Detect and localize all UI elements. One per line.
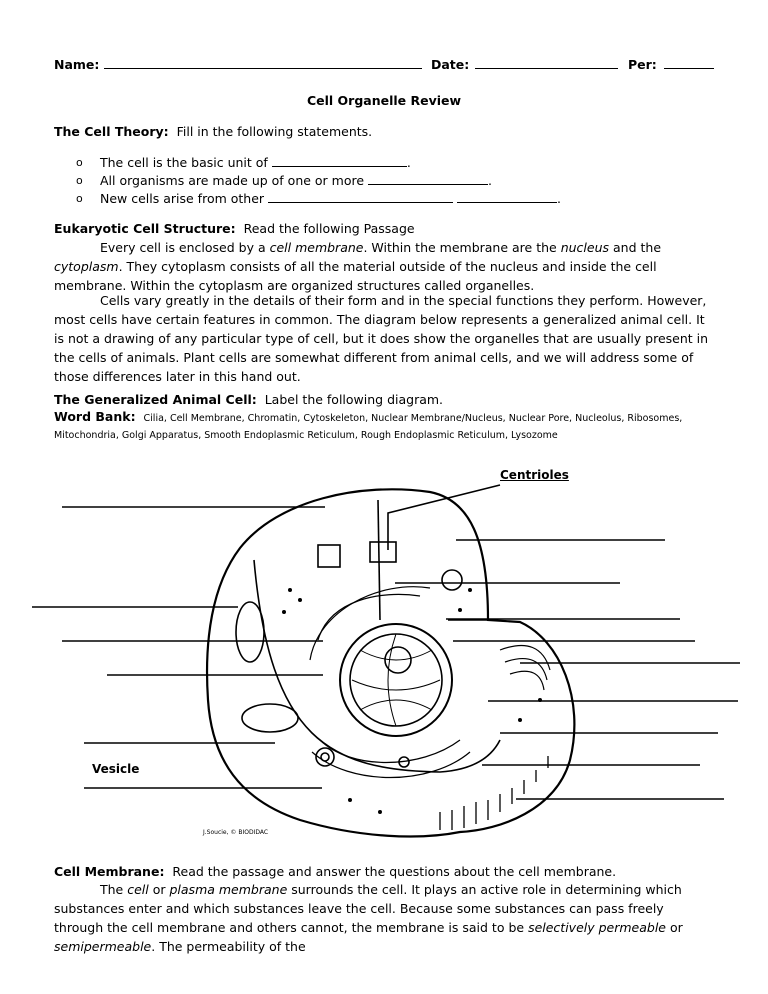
text-run: or	[666, 920, 683, 935]
text-run: Every cell is enclosed by a	[100, 240, 270, 255]
image-credit: J.Soucie, © BIODIDAC	[203, 829, 269, 836]
term-cell: cell	[127, 882, 149, 897]
page-title: Cell Organelle Review	[306, 93, 462, 108]
cell-membrane-heading-row	[54, 864, 616, 879]
word-bank-label: Word Bank:	[54, 409, 136, 424]
eukaryotic-instruction: Read the following Passage	[243, 221, 415, 236]
cell-theory-instruction: Fill in the following statements.	[176, 124, 373, 139]
cell-theory-item-text: The cell is the basic unit of	[100, 155, 268, 170]
term-nucleus: nucleus	[560, 240, 610, 255]
term-selectively-permeable: selectively permeable	[528, 920, 666, 935]
bullet-icon: o	[76, 156, 83, 169]
name-label: Name:	[54, 57, 100, 72]
cell-theory-item-text: New cells arise from other	[100, 191, 265, 206]
term-semipermeable: semipermeable	[54, 939, 152, 954]
bullet-icon: o	[76, 174, 83, 187]
text-run: or	[148, 882, 170, 897]
cell-theory-item-text: All organisms are made up of one or more	[100, 173, 365, 188]
generalized-instruction: Label the following diagram.	[264, 392, 444, 407]
text-run: . They cytoplasm consists of all the material outside of the nucleus and inside the cell membrane. Within the cytoplasm are organized structures called organelles.	[54, 259, 657, 293]
text-run: surrounds the cell. It plays an active role in determining which substances enter and which substances leave the cell. Because some substances can pass freely through the cell membrane and others cannot, the membrane is said to be	[54, 882, 682, 935]
cell-theory-heading: The Cell Theory:	[54, 124, 169, 139]
eukaryotic-heading: Eukaryotic Cell Structure:	[54, 221, 236, 236]
item-end: .	[557, 191, 561, 206]
term-plasma-membrane: plasma membrane	[169, 882, 288, 897]
cell-membrane-heading: Cell Membrane:	[54, 864, 165, 879]
label-vesicle: Vesicle	[92, 762, 140, 776]
generalized-heading: The Generalized Animal Cell:	[54, 392, 257, 407]
item-end: .	[488, 173, 493, 188]
cell-membrane-paragraph	[54, 880, 714, 956]
eukaryotic-paragraph-2: Cells vary greatly in the details of their form and in the special functions they perform. However, most cells have certain features in common. The diagram below represents a generalized animal cell. It is not a drawing of any particular type of cell, but it does show the organelles that are usually present in the cells of animals. Plant cells are somewhat different from animal cells, and we will address some of those differences later in this hand out.	[54, 293, 709, 384]
text-run: The	[100, 882, 128, 897]
date-label: Date:	[431, 57, 470, 72]
bullet-icon: o	[76, 192, 83, 205]
term-cell-membrane: cell membrane	[269, 240, 364, 255]
word-bank-list: Cilia, Cell Membrane, Chromatin, Cytoskeleton, Nuclear Membrane/Nucleus, Nuclear Pore, Nucleolus, Ribosomes, Mitochondria, Golgi Apparatus, Smooth Endoplasmic Reticulum, Rough Endoplasmic Reticulum, Lysozome	[54, 413, 683, 441]
text-run: . Within the membrane are the	[363, 240, 561, 255]
cell-membrane-instruction: Read the passage and answer the questions about the cell membrane.	[172, 864, 617, 879]
per-label: Per:	[628, 57, 657, 72]
item-end: .	[406, 155, 411, 170]
label-centrioles: Centrioles	[500, 468, 569, 482]
text-run: and the	[609, 240, 662, 255]
text-run: . The permeability of the	[151, 939, 306, 954]
term-cytoplasm: cytoplasm	[54, 259, 119, 274]
